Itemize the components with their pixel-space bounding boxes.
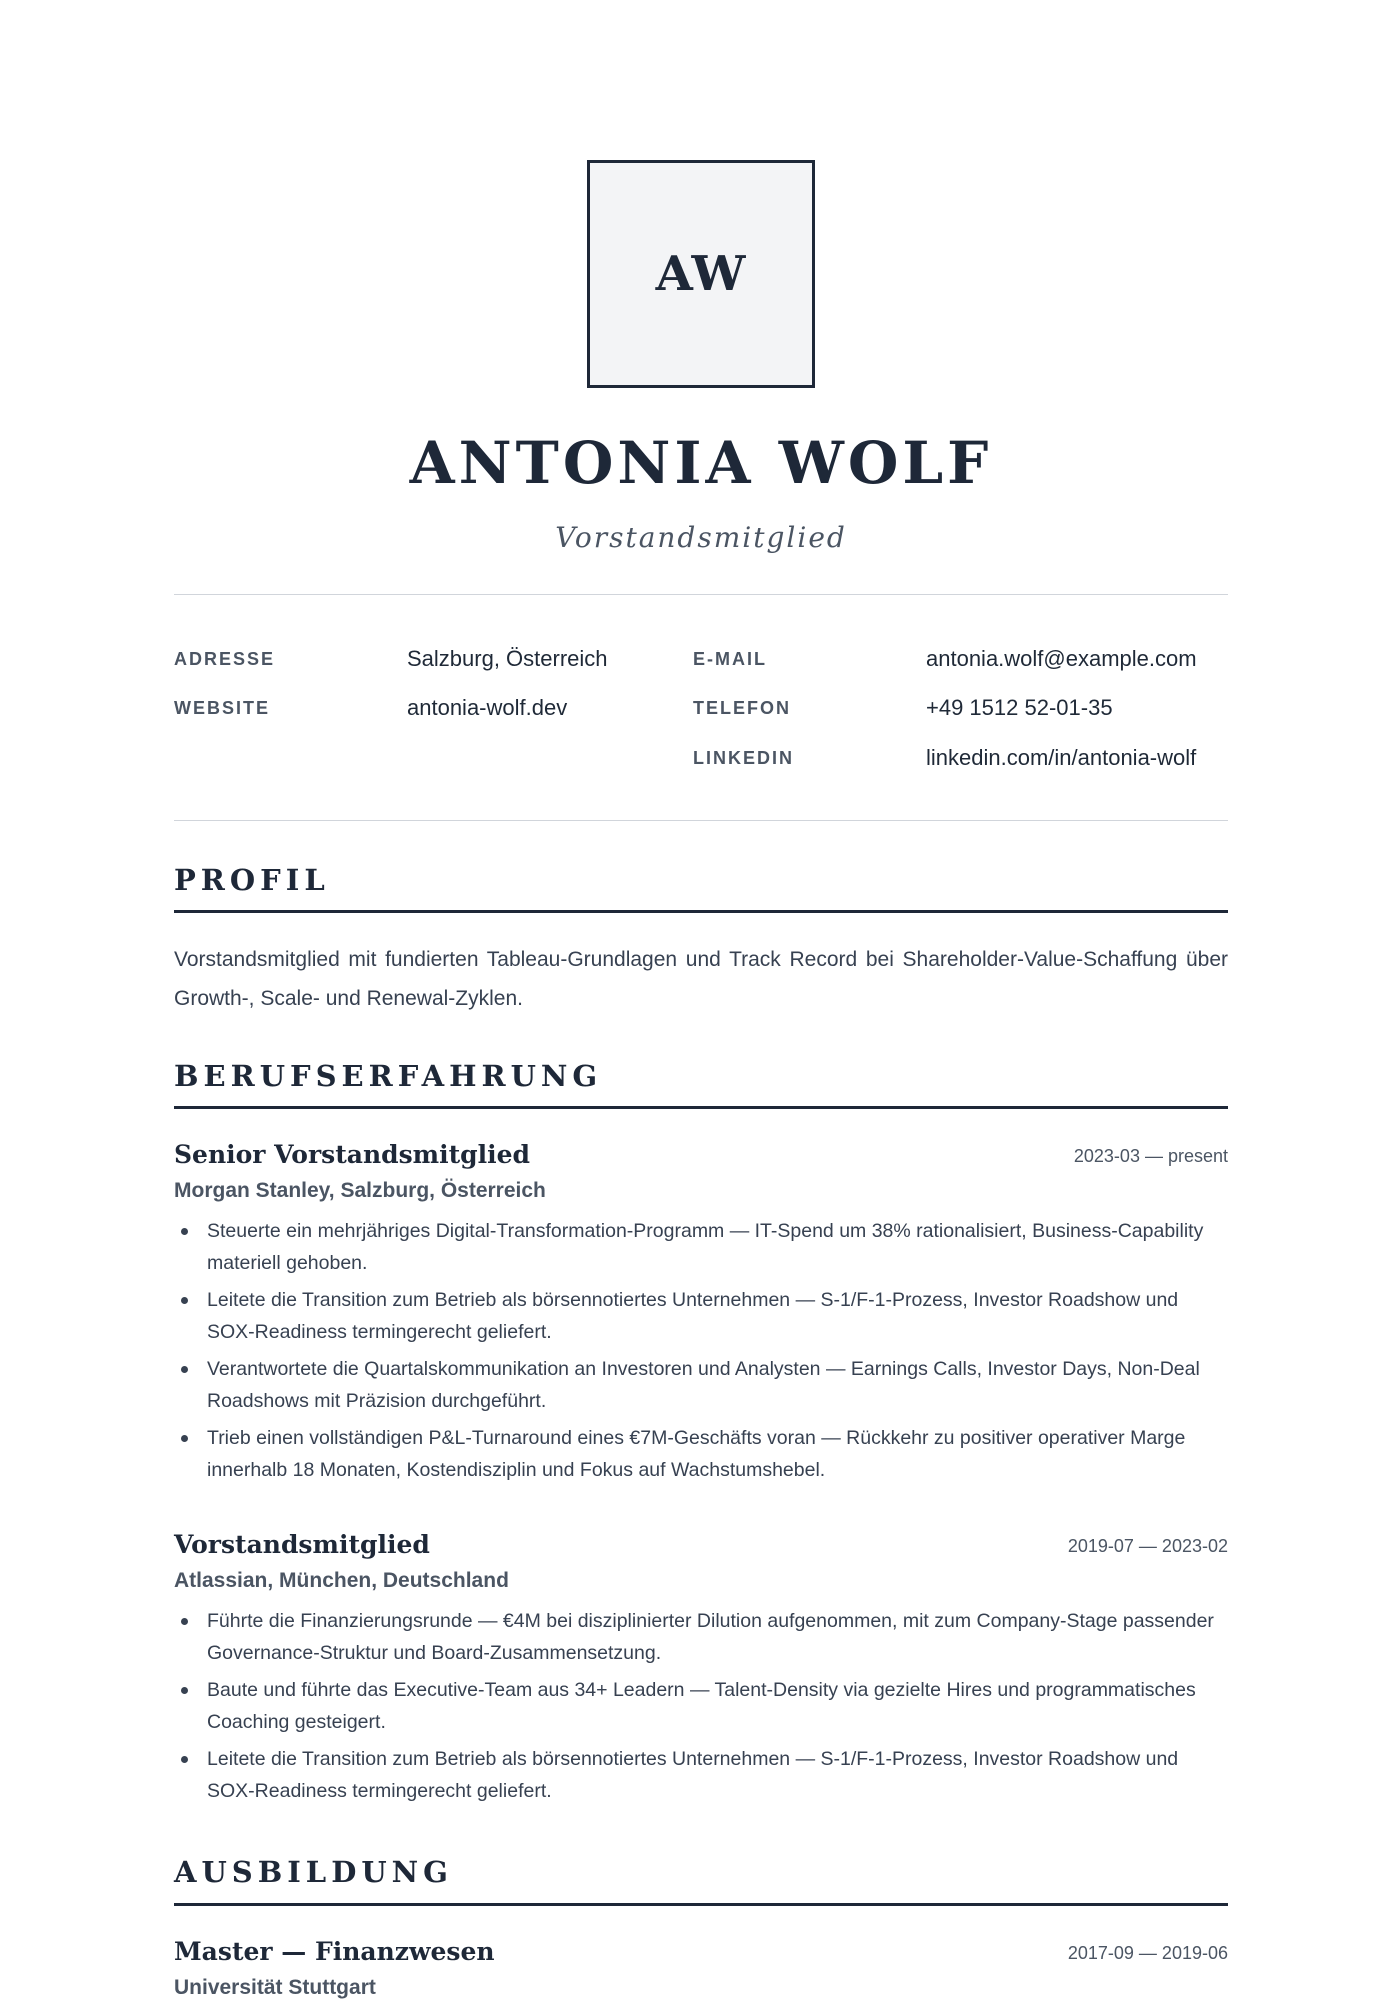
person-name: ANTONIA WOLF [409,429,993,497]
divider [174,594,1228,595]
school-name: Universität Stuttgart [174,1976,376,1999]
linkedin-link[interactable]: linkedin.com/in/antonia-wolf [926,745,1197,770]
email-label: E-MAIL [693,649,767,669]
section-heading-profile: PROFIL [174,863,330,897]
monogram-box [587,160,815,388]
section-rule [174,910,1228,913]
phone-link[interactable]: +49 1512 52-01-35 [926,695,1113,720]
bullet-item: Verantwortete die Quartalskommunikation an Investoren und Analysten — Earnings Calls, Investor Days, Non-Deal Roadshows mit Präzision durchgeführt. [174,1353,1228,1417]
address-value: Salzburg, Österreich [407,646,608,671]
bullet-item: Leitete die Transition zum Betrieb als börsennotiertes Unternehmen — S-1/F-1-Prozess, Investor Roadshow und SOX-Readiness termingerecht geliefert. [174,1743,1228,1807]
phone-label: TELEFON [693,698,791,718]
job-dates: 2019-07 — 2023-02 [1067,1536,1228,1556]
email-link[interactable]: antonia.wolf@example.com [926,646,1197,671]
bullet-item: Führte die Finanzierungsrunde — €4M bei disziplinierter Dilution aufgenommen, mit zum Company-Stage passender Governance-Struktur und Board-Zusammensetzung. [174,1605,1228,1669]
education-dates: 2017-09 — 2019-06 [1067,1943,1228,1963]
degree-title: Master — Finanzwesen [174,1937,495,1966]
job-company: Morgan Stanley, Salzburg, Österreich [174,1179,546,1202]
job-title: Senior Vorstandsmitglied [174,1140,531,1169]
section-heading-education: AUSBILDUNG [174,1855,453,1889]
bullet-item: Steuerte ein mehrjähriges Digital-Transformation-Programm — IT-Spend um 38% rationalisiert, Business-Capability materiell gehoben. [174,1215,1228,1279]
job-title-subtitle: Vorstandsmitglied [555,521,847,554]
website-link[interactable]: antonia-wolf.dev [407,695,568,720]
linkedin-label: LINKEDIN [693,748,794,768]
job-company: Atlassian, München, Deutschland [174,1569,509,1592]
divider [174,820,1228,821]
bullet-item: Trieb einen vollständigen P&L-Turnaround eines €7M-Geschäfts voran — Rückkehr zu positiver operativer Marge innerhalb 18 Monaten, Kostendisziplin und Fokus auf Wachstumshebel. [174,1422,1228,1486]
address-label: ADRESSE [174,649,276,669]
job-dates: 2023-03 — present [1073,1146,1228,1166]
bullet-item: Baute und führte das Executive-Team aus 34+ Leadern — Talent-Density via gezielte Hires und programmatisches Coaching gesteigert. [174,1674,1228,1738]
profile-summary: Vorstandsmitglied mit fundierten Tableau-Grundlagen und Track Record bei Shareholder-Value-Schaffung über Growth-, Scale- und Renewal-Zyklen. [174,948,1228,1010]
bullet-item: Leitete die Transition zum Betrieb als börsennotiertes Unternehmen — S-1/F-1-Prozess, Investor Roadshow und SOX-Readiness termingerecht geliefert. [174,1284,1228,1348]
job-bullets [174,1215,1228,1491]
section-heading-experience: BERUFSERFAHRUNG [174,1059,603,1093]
section-rule [174,1903,1228,1906]
job-bullets [174,1605,1228,1812]
monogram-initials: AW [655,246,747,302]
section-rule [174,1106,1228,1109]
job-title: Vorstandsmitglied [174,1530,430,1559]
website-label: WEBSITE [174,698,271,718]
